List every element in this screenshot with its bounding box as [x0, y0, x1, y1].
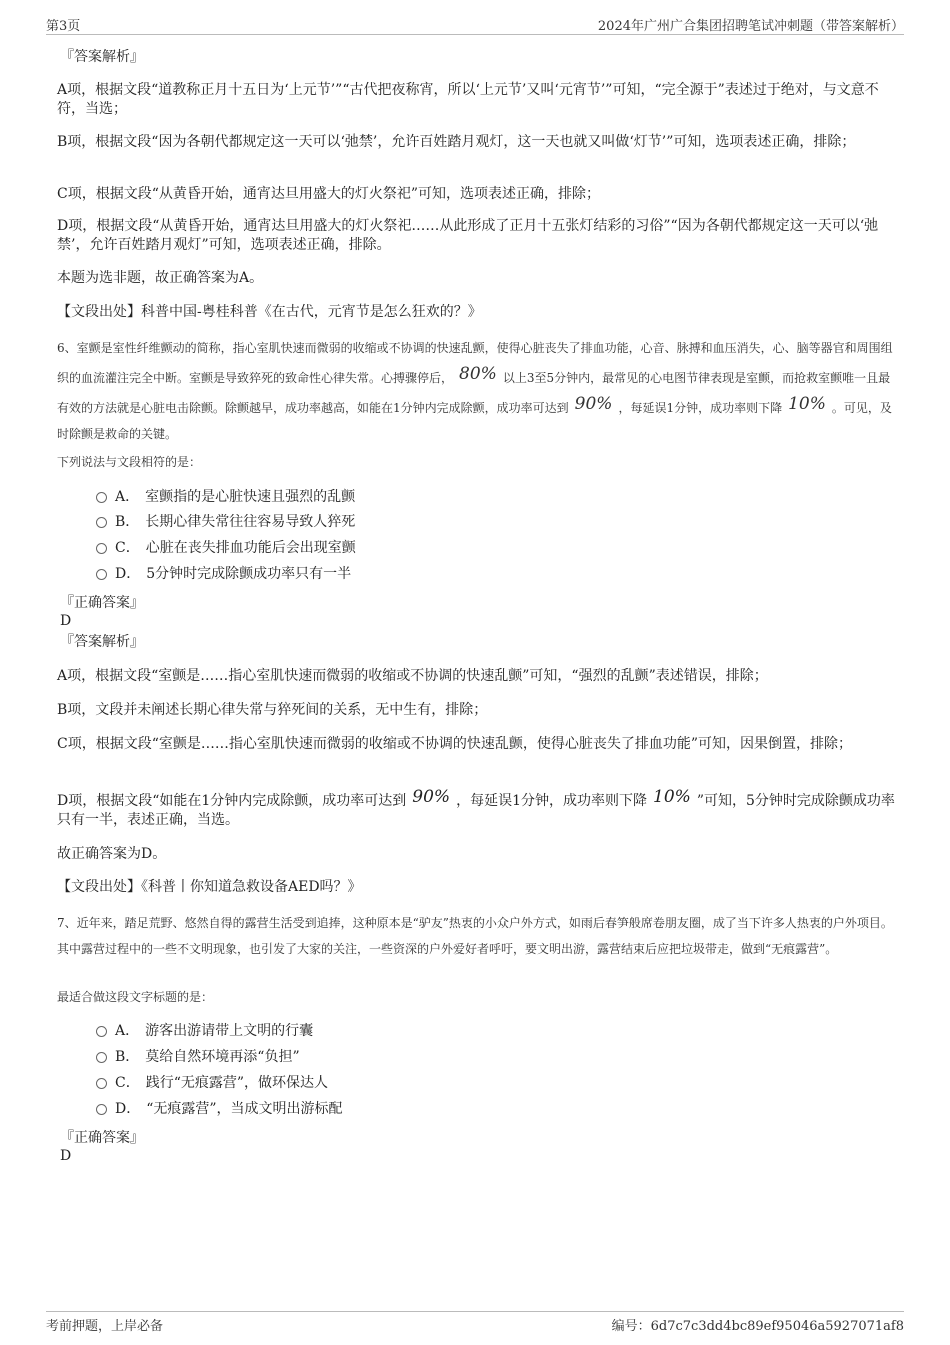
document-title: 2024年广州广合集团招聘笔试冲刺题（带答案解析）: [597, 19, 904, 34]
radio-icon[interactable]: [96, 1104, 107, 1115]
q6-source: 【文段出处】《科普丨你知道急救设备AED吗？》: [57, 879, 362, 895]
option-text: 5分钟时完成除颤成功率只有一半: [146, 566, 352, 582]
radio-icon[interactable]: [96, 543, 107, 554]
option-key: C．: [115, 1075, 140, 1091]
footer-slogan: 考前押题，上岸必备: [46, 1319, 164, 1334]
q5-analysis-a: A项，根据文段“道教称正月十五日为‘上元节’”“古代把夜称宵，所以‘上元节’又叫‘元宵节’”可知，“完全源于”表述过于绝对，与文意不符，当选；: [57, 82, 879, 117]
q6-option-d[interactable]: [96, 565, 351, 584]
q6-math-10: 10%: [788, 394, 826, 414]
option-key: A．: [115, 1023, 140, 1039]
q6-math-90: 90%: [574, 394, 613, 414]
q6-analysis-b: B项，文段并未阐述长期心律失常与猝死间的关系，无中生有，排除；: [57, 702, 488, 718]
radio-icon[interactable]: [96, 569, 107, 580]
q5-analysis-c: C项，根据文段“从黄昏开始，通宵达旦用盛大的灯火祭祀”可知，选项表述正确，排除；: [57, 186, 601, 202]
footer-serial: 编号：6d7c7c3dd4bc89ef95046a5927071af8: [611, 1319, 904, 1334]
analysis-d-math-10: 10%: [653, 787, 691, 807]
q6-prompt: 下列说法与文段相符的是：: [57, 455, 202, 469]
q7-option-b[interactable]: [96, 1048, 300, 1067]
analysis-d-math-90: 90%: [412, 787, 451, 807]
q6-passage-part2: 以上3至5分钟内，最常见的心电图节律表现是室颤，而抢救室颤唯一且最有效的方法就是心脏电击除颤。除颤越早，成功率越高，如能在1分钟内完成除颤，成功率可达到: [57, 371, 891, 415]
page-footer: [46, 1311, 904, 1334]
q6-passage-part4: 。可见，及时除颤是救命的关键。: [57, 401, 892, 441]
q6-option-c[interactable]: [96, 539, 356, 558]
q6-analysis-title: 『答案解析』: [60, 634, 144, 650]
q6-option-a[interactable]: [96, 488, 355, 507]
q6-passage: [57, 335, 895, 447]
q6-analysis-d: [57, 788, 895, 830]
q7-answer-title: 『正确答案』: [60, 1130, 144, 1146]
option-key: C．: [115, 540, 140, 556]
q6-conclusion: 故正确答案为D。: [57, 846, 167, 862]
option-text: 莫给自然环境再添“负担”: [145, 1049, 300, 1065]
analysis-d-part2: ，每延误1分钟，成功率则下降: [456, 793, 648, 809]
q6-analysis-c: C项，根据文段“室颤是……指心室肌快速而微弱的收缩或不协调的快速乱颤，使得心脏丧失了排血功能”可知，因果倒置，排除；: [57, 736, 853, 752]
radio-icon[interactable]: [96, 492, 107, 503]
option-text: 游客出游请带上文明的行囊: [145, 1023, 314, 1039]
radio-icon[interactable]: [96, 1026, 107, 1037]
analysis-d-part1: D项，根据文段“如能在1分钟内完成除颤，成功率可达到: [57, 793, 407, 809]
page-number: 第3页: [46, 19, 81, 34]
radio-icon[interactable]: [96, 1078, 107, 1089]
q5-conclusion: 本题为选非题，故正确答案为A。: [57, 270, 264, 286]
q7-option-c[interactable]: [96, 1074, 328, 1093]
q7-prompt: 最适合做这段文字标题的是：: [57, 990, 214, 1004]
q7-option-d[interactable]: [96, 1100, 343, 1119]
q7-passage: 7、近年来，踏足荒野、悠然自得的露营生活受到追捧，这种原本是“驴友”热衷的小众户外方式，如雨后春笋般席卷朋友圈，成了当下许多人热衷的户外项目。其中露营过程中的一些不文明现象，也引发了大家的关注，一些资深的户外爱好者呼吁，要文明出游，露营结束后应把垃圾带走，做到“无痕露营”。: [57, 916, 893, 956]
q6-answer-title: 『正确答案』: [60, 595, 144, 611]
option-text: 长期心律失常往往容易导致人猝死: [145, 514, 356, 530]
option-key: B．: [115, 514, 140, 530]
option-key: A．: [115, 489, 140, 505]
q7-answer: D: [60, 1148, 72, 1164]
q5-analysis-b: B项，根据文段“因为各朝代都规定这一天可以‘弛禁’，允许百姓踏月观灯，这一天也就又叫做‘灯节’”可知，选项表述正确，排除；: [57, 134, 856, 150]
analysis-d-part3: ”可知，5分钟时完成除颤成功率只有一半，表述正确，当选。: [57, 793, 895, 828]
option-key: D．: [115, 1101, 141, 1117]
radio-icon[interactable]: [96, 1052, 107, 1063]
q7-option-a[interactable]: [96, 1022, 313, 1041]
q6-passage-part1: 6、室颤是室性纤维颤动的简称，指心室肌快速而微弱的收缩或不协调的快速乱颤，使得心脏丧失了排血功能，心音、脉搏和血压消失，心、脑等器官和周围组织的血流灌注完全中断。室颤是导致猝死的致命性心律失常。心搏骤停后，: [57, 341, 893, 385]
q5-source: 【文段出处】科普中国-粤桂科普《在古代，元宵节是怎么狂欢的？》: [57, 304, 482, 320]
option-text: 践行“无痕露营”，做环保达人: [145, 1075, 329, 1091]
option-text: 室颤指的是心脏快速且强烈的乱颤: [145, 489, 356, 505]
radio-icon[interactable]: [96, 517, 107, 528]
page-header: [46, 14, 904, 35]
option-key: B．: [115, 1049, 140, 1065]
q6-answer: D: [60, 613, 72, 629]
q6-math-80: 80%: [459, 364, 497, 384]
option-text: 心脏在丧失排血功能后会出现室颤: [145, 540, 356, 556]
q6-analysis-a: A项，根据文段“室颤是……指心室肌快速而微弱的收缩或不协调的快速乱颤”可知，“强烈的乱颤”表述错误，排除；: [57, 668, 768, 684]
q5-analysis-title: 『答案解析』: [60, 49, 144, 65]
q6-passage-part3: ，每延误1分钟，成功率则下降: [618, 401, 783, 415]
option-key: D．: [115, 566, 141, 582]
q6-option-b[interactable]: [96, 513, 355, 532]
q5-analysis-d: D项，根据文段“从黄昏开始，通宵达旦用盛大的灯火祭祀……从此形成了正月十五张灯结彩的习俗”“因为各朝代都规定这一天可以‘弛禁’，允许百姓踏月观灯”可知，选项表述正确，排除。: [57, 218, 879, 253]
option-text: “无痕露营”，当成文明出游标配: [146, 1101, 343, 1117]
